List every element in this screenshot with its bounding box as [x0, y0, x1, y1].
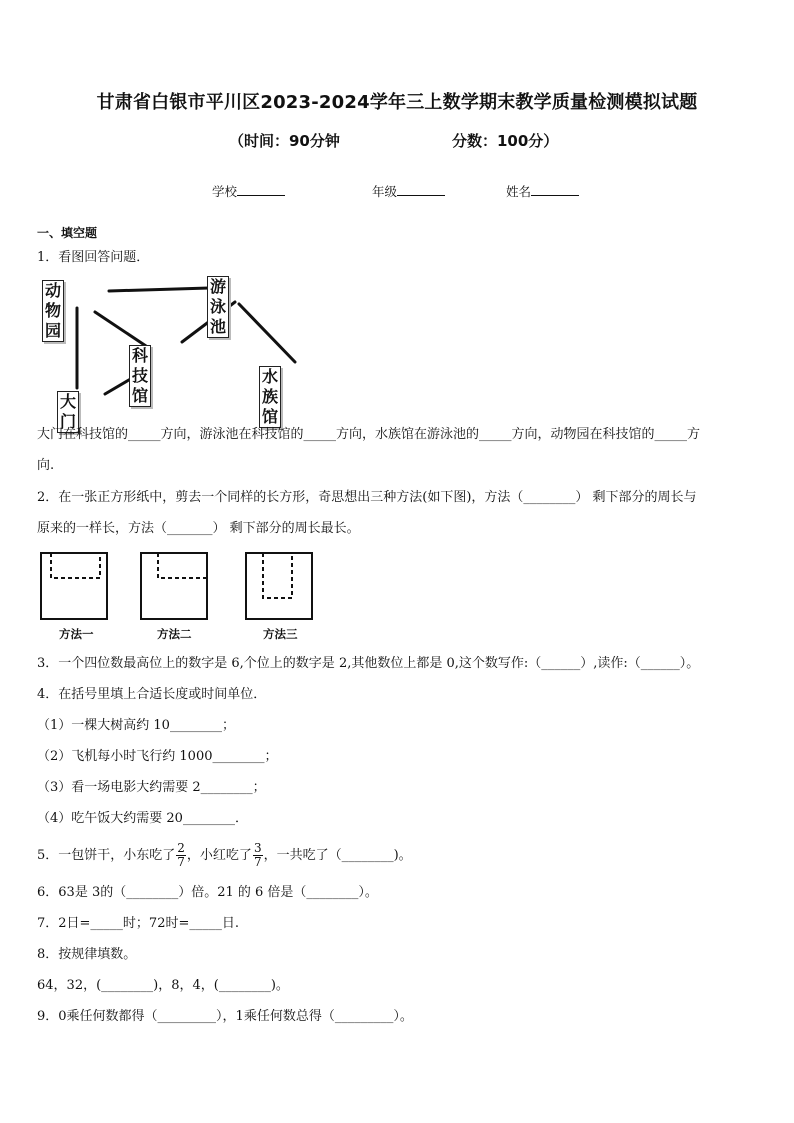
method-label-1: 方法一 [59, 627, 94, 641]
cut-methods-figure [38, 550, 338, 622]
fraction-numerator: 2 [177, 841, 185, 855]
q9: 9．0乘任何数都得（_________），1乘任何数总得（_________）。 [37, 1009, 413, 1024]
q5 [37, 838, 412, 874]
grade-field[interactable] [372, 182, 445, 200]
q1-stem: 1．看图回答问题． [37, 250, 150, 265]
q5-text-c: ，一共吃了（________)。 [263, 848, 412, 863]
fraction-denominator: 7 [253, 855, 262, 869]
square-method-3 [246, 553, 312, 619]
q6: 6．63是 3的（________）倍。21 的 6 倍是（________）。 [37, 885, 378, 900]
fraction-2-7 [176, 842, 186, 869]
name-blank[interactable] [531, 183, 579, 196]
method-label-3: 方法三 [263, 627, 298, 641]
page-title: 甘肃省白银市平川区2023-2024学年三上数学期末教学质量检测模拟试题 [96, 92, 698, 113]
q2-line1: 2．在一张正方形纸中，剪去一个同样的长方形，奇思想出三种方法(如下图)，方法（________） 剩下部分的周长与 [37, 490, 697, 505]
exam-time: （时间：90分钟 [229, 132, 340, 150]
q4-item: （1）一棵大树高约 10________； [37, 718, 235, 733]
cut-method-1 [51, 553, 100, 578]
grade-label: 年级 [372, 184, 398, 199]
q4-item: （2）飞机每小时飞行约 1000________； [37, 749, 278, 764]
school-label: 学校 [212, 184, 238, 199]
name-field[interactable] [506, 182, 579, 200]
section-heading: 一、填空题 [37, 226, 98, 240]
q8-sequence: 64，32，(________)，8，4，(________)。 [37, 978, 289, 993]
name-label: 姓名 [506, 184, 532, 199]
place-museum: 科技馆 [129, 345, 151, 407]
fraction-numerator: 3 [253, 841, 262, 855]
q1-line1: 大门在科技馆的_____方向，游泳池在科技馆的_____方向，水族馆在游泳池的_____方向，动物园在科技馆的_____方 [37, 427, 701, 442]
q2-line2: 原来的一样长，方法（_______） 剩下部分的周长最长。 [37, 521, 360, 536]
fraction-3-7 [253, 842, 263, 869]
q5-text-a: 5．一包饼干，小东吃了 [37, 848, 176, 863]
square-method-2 [141, 553, 207, 619]
grade-blank[interactable] [397, 183, 445, 196]
q5-text-b: ，小红吃了 [186, 848, 252, 863]
fraction-denominator: 7 [177, 855, 185, 869]
place-gate: 大门 [57, 391, 79, 433]
q3: 3．一个四位数最高位上的数字是 6,个位上的数字是 2,其他数位上都是 0,这个数写作:（______）,读作:（______）。 [37, 656, 700, 671]
line-zoo-museum [95, 312, 149, 348]
line-pool-aquarium [239, 304, 295, 362]
q4-item: （3）看一场电影大约需要 2________； [37, 780, 266, 795]
map-lines [37, 270, 337, 420]
q8-stem: 8．按规律填数。 [37, 947, 137, 962]
q4-item: （4）吃午饭大约需要 20________． [37, 811, 248, 826]
school-blank[interactable] [237, 183, 285, 196]
line-zoo-pool [109, 288, 209, 291]
school-field[interactable] [212, 182, 285, 200]
q1-line2: 向. [37, 458, 55, 473]
q4-stem: 4．在括号里填上合适长度或时间单位． [37, 687, 267, 702]
cut-method-2 [158, 553, 207, 578]
place-zoo: 动物园 [42, 280, 64, 342]
cut-method-3 [263, 553, 292, 598]
method-label-2: 方法二 [157, 627, 192, 641]
place-pool: 游泳池 [207, 276, 229, 338]
exam-score: 分数：100分） [452, 132, 559, 150]
place-aquarium: 水族馆 [259, 366, 281, 428]
q7: 7．2日=_____时；72时=_____日. [37, 916, 240, 931]
